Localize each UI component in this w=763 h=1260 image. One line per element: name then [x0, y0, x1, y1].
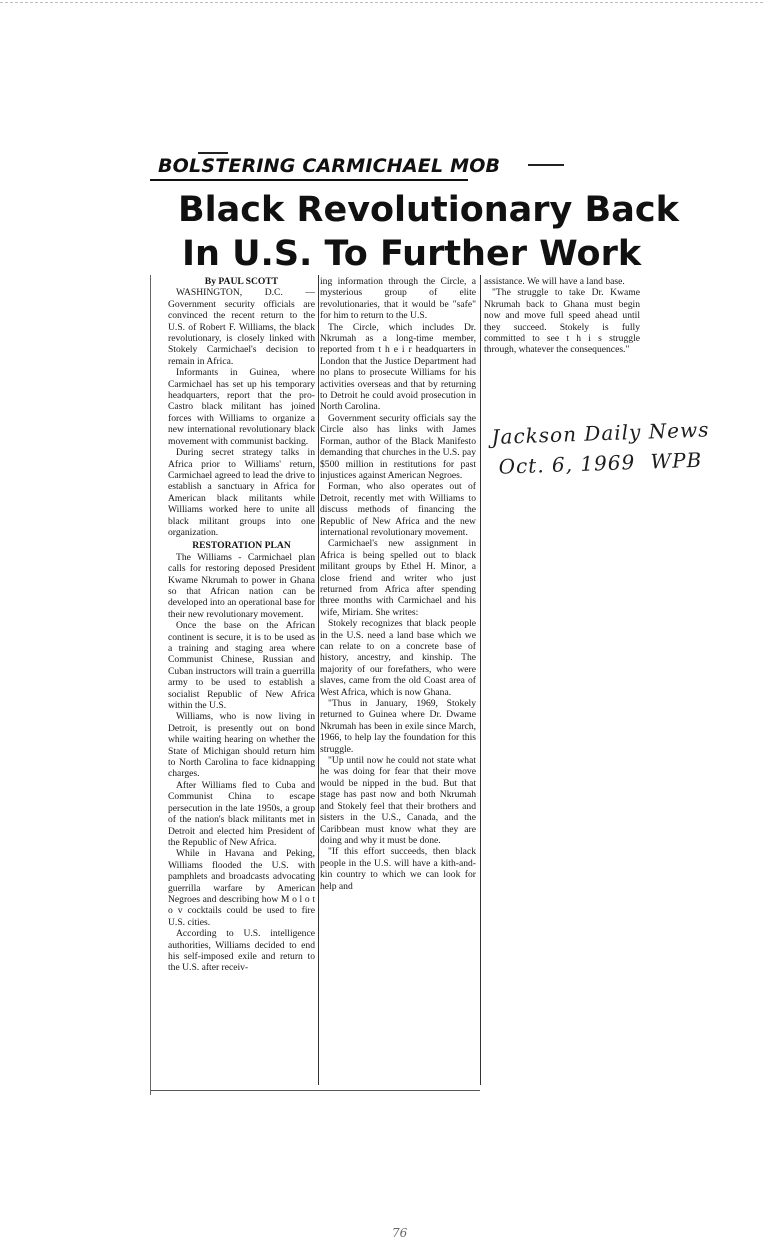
article-paragraph: Carmichael's new assignment in Africa is being spelled out to black militant groups by Ethel H. Minor, a close friend and writer who just returned from Africa after spending three months with Carmichael and his wife, Miriam. She writes: — [320, 538, 476, 618]
article-paragraph: Informants in Guinea, where Carmichael has set up his temporary headquarters, report that the pro-Castro black militant has joined forces with Williams to organize a new international revolutionary black movement with communist backing. — [168, 367, 315, 447]
article-paragraph: After Williams fled to Cuba and Communist China to escape persecution in the late 1950s, a group of the nation's black militants met in Detroit and elected him President of the Republic of New Africa. — [168, 779, 315, 848]
article-paragraph: WASHINGTON, D.C. — Government security officials are convinced the recent return to the U.S. of Robert F. Williams, the black revolutionary, is closely linked with Stokely Carmichael's decision to remain in Africa. — [168, 287, 315, 367]
handwritten-annotation — [491, 414, 723, 482]
column-rule-1 — [318, 275, 319, 1085]
kicker-overline — [198, 152, 228, 154]
page-number: 76 — [392, 1226, 408, 1240]
article-paragraph: "If this effort succeeds, then black people in the U.S. will have a kith-and-kin country to which we can look for help and — [320, 846, 476, 892]
subhead: RESTORATION PLAN — [192, 540, 291, 552]
article-paragraph: Stokely recognizes that black people in the U.S. need a land base which we can relate to on a concrete base of history, ancestry, and kinship. The majority of our forefathers, who were slaves, came from the old Coast area of West Africa, which is now Ghana. — [320, 618, 476, 698]
scan-top-edge — [0, 2, 763, 3]
article-paragraph: The Circle, which includes Dr. Nkrumah as a long-time member, reported from t h e i r headquarters in London that the Justice Department had no plans to prosecute Williams for his activities overseas and that by returning to Detroit he could avoid prosecution in North Carolina. — [320, 321, 476, 413]
article-paragraph: The Williams - Carmichael plan calls for restoring deposed President Kwame Nkrumah to power in Ghana so that African nation can be developed into an operational base for their new revolutionary movement. — [168, 551, 315, 620]
article-paragraph: "The struggle to take Dr. Kwame Nkrumah back to Ghana must begin now and move full speed ahead until they succeed. Stokely is fully committed to see t h i s struggle through, whatever the consequences." — [484, 287, 640, 356]
column-rule-2 — [480, 275, 481, 1085]
article-paragraph: According to U.S. intelligence authorities, Williams decided to end his self-imposed exile and return to the U.S. after receiv- — [168, 928, 315, 974]
article-column-2 — [320, 276, 476, 892]
article-paragraph: While in Havana and Peking, Williams flooded the U.S. with pamphlets and broadcasts advocating guerrilla warfare by American Negroes and describing how M o l o t o v cocktails could be used to fire U.S. cities. — [168, 848, 315, 928]
column-rule-left — [150, 275, 151, 1095]
article-paragraph: Government security officials say the Circle also has links with James Forman, author of the Black Manifesto demanding that churches in the U.S. pay $500 million in restitutions for past injustices against American Negroes. — [320, 412, 476, 481]
article-paragraph: "Thus in January, 1969, Stokely returned to Guinea where Dr. Dwame Nkrumah has been in exile since March, 1966, to help lay the foundation for this struggle. — [320, 698, 476, 755]
headline-line-2: In U.S. To Further Work — [182, 234, 642, 274]
article-paragraph: During secret strategy talks in Africa prior to Williams' return, Carmichael agreed to lead the drive to establish a sanctuary in Africa for American black militants while Williams worked here to unite all black militant groups into one organization. — [168, 447, 315, 538]
headline-line-1: Black Revolutionary Back — [178, 190, 679, 230]
kicker-underline — [150, 179, 468, 181]
handwritten-source: Jackson Daily News — [491, 417, 710, 450]
article-column-1 — [168, 276, 315, 974]
kicker-label: BOLSTERING CARMICHAEL MOB — [158, 155, 501, 177]
headline — [178, 188, 679, 276]
handwritten-initials: WPB — [650, 447, 703, 474]
handwritten-date-text: Oct. 6, 1969 — [498, 450, 636, 479]
kicker-dash — [528, 164, 564, 166]
article-paragraph: Once the base on the African continent is secure, it is to be used as a training and staging area where Communist Chinese, Russian and Cuban instructors will train a guerrilla army to be used to establish a socialist Republic of New Africa within the U.S. — [168, 620, 315, 712]
article-paragraph: assistance. We will have a land base. — [484, 276, 625, 287]
article-paragraph: Forman, who also operates out of Detroit, recently met with Williams to discuss methods of financing the Republic of New Africa and the new international revolutionary movement. — [320, 481, 476, 538]
clipping-bottom-edge — [150, 1090, 480, 1091]
article-paragraph: ing information through the Circle, a mysterious group of elite revolutionaries, that it would be "safe" for him to return to the U.S. — [320, 276, 476, 322]
article-paragraph: Williams, who is now living in Detroit, is presently out on bond while waiting hearing on whether the State of Michigan should return him to North Carolina to face kidnapping charges. — [168, 711, 315, 780]
article-column-3 — [484, 276, 640, 356]
article-paragraph: "Up until now he could not state what he was doing for fear that their move would be nipped in the bud. But that stage has past now and both Nkrumah and Stokely feel that their brothers and sisters in the U.S., Canada, and the Caribbean must know what they are doing and why it must be done. — [320, 755, 476, 846]
byline: By PAUL SCOTT — [204, 276, 279, 287]
